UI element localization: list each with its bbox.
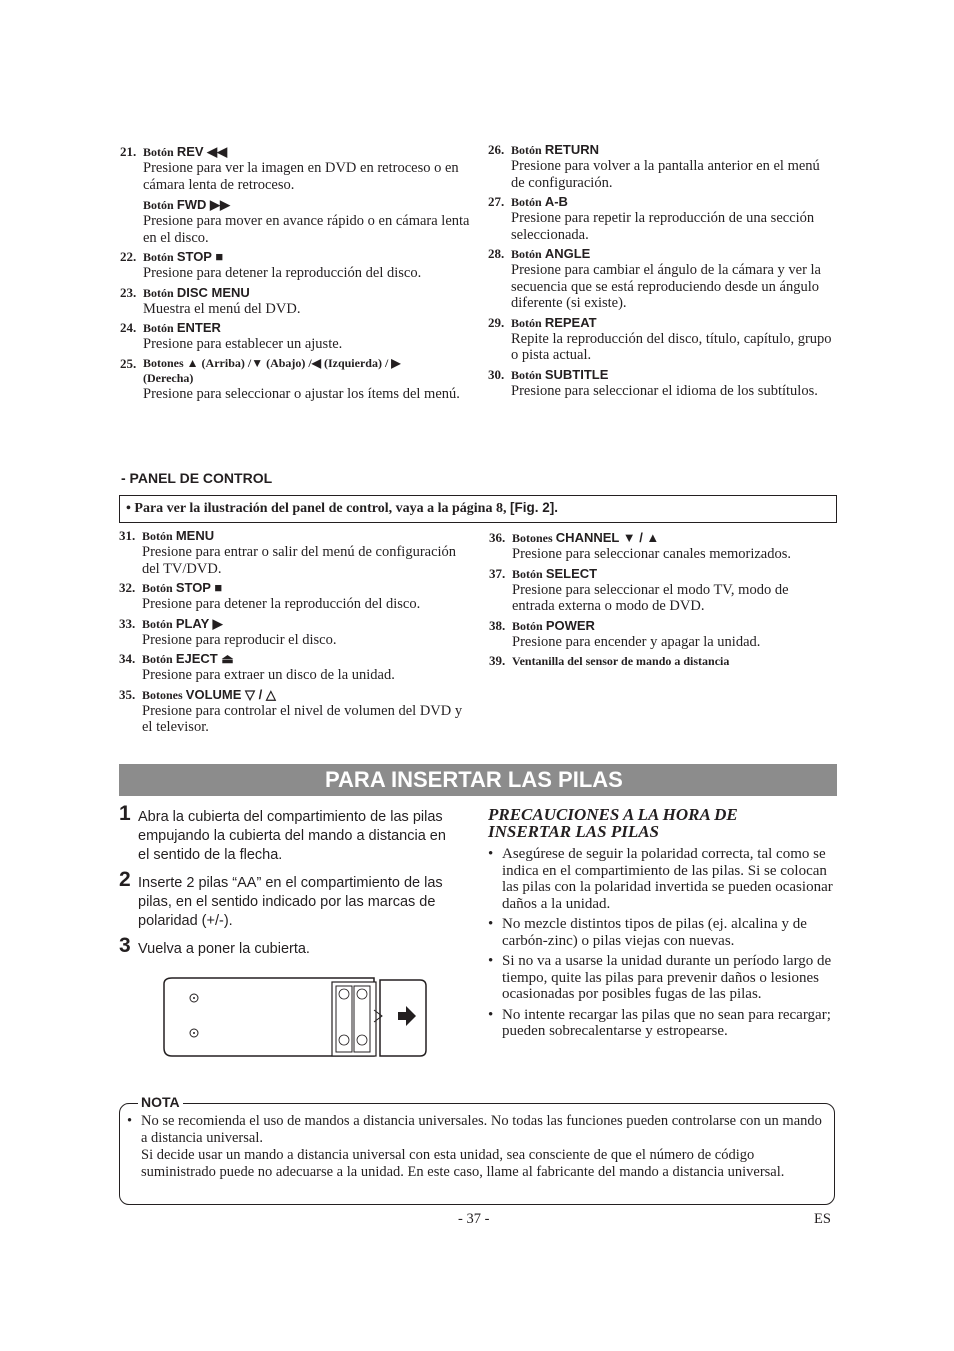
item-prefix: Botón: [511, 315, 542, 330]
item-number: 24.: [120, 320, 137, 335]
item-number: 23.: [120, 284, 137, 300]
item-prefix: Botón: [143, 285, 174, 300]
item-desc: Presione para entrar o salir del menú de configuración del TV/DVD.: [142, 544, 457, 577]
item-key: VOLUME ▽ / △: [185, 686, 276, 702]
item-desc: Presione para seleccionar o ajustar los ítems del menú.: [143, 385, 460, 402]
item-prefix: Botón: [511, 247, 542, 261]
item-prefix: Botón: [512, 566, 543, 581]
item-key: ANGLE: [544, 246, 591, 261]
item-prefix: Botón: [143, 321, 174, 335]
item-30: [488, 367, 833, 400]
precautions: [488, 806, 836, 1044]
item-key: POWER: [545, 617, 595, 633]
item-key: SELECT: [545, 565, 598, 581]
item-prefix: Botón: [143, 145, 174, 159]
nota-label-wrap: [138, 1094, 183, 1112]
item-prefix: Botón: [143, 198, 174, 212]
precaution-item: • No mezcle distintos tipos de pilas (ej. alcalina y de carbón-zinc) o pilas viejas con nuevas.: [488, 916, 836, 949]
step-text: Inserte 2 pilas “AA” en el compartimiento de las pilas, en el sentido indicado por las marcas de polaridad (+/-).: [138, 875, 443, 929]
item-desc: Presione para detener la reproducción del disco.: [143, 265, 422, 281]
item-23: [120, 285, 470, 318]
item-desc: Presione para reproducir el disco.: [142, 631, 337, 648]
item-number: 35.: [119, 686, 136, 702]
item-prefix: Botón: [142, 581, 173, 595]
item-key: EJECT ⏏: [175, 651, 234, 666]
item-key: STOP ■: [175, 580, 223, 595]
item-33: [119, 616, 464, 649]
precaution-item: • Asegúrese de seguir la polaridad correcta, tal como se indica en el compartimiento de las pilas. Si se colocan las pilas con la polaridad invertida se pueden ocasionar daños a la unidad.: [488, 846, 836, 912]
item-25: [120, 356, 470, 403]
item-number: 28.: [488, 246, 505, 261]
step-text: Vuelva a poner la cubierta.: [138, 941, 310, 957]
step-2: [119, 868, 459, 931]
item-prefix: Botón: [142, 529, 173, 543]
item-24: [120, 320, 470, 353]
item-number: 21.: [120, 144, 137, 159]
item-key: CHANNEL ▼ / ▲: [555, 530, 660, 545]
item-26: [488, 142, 833, 191]
item-desc: Presione para seleccionar el modo TV, modo de entrada externa o modo de DVD.: [512, 581, 789, 614]
precautions-title-line2: INSERTAR LAS PILAS: [488, 822, 660, 841]
item-desc: Presione para cambiar el ángulo de la cámara y ver la secuencia que se está reproduciendo desde un ángulo diferente (si existe).: [511, 262, 821, 311]
item-36: [489, 530, 834, 563]
item-number: 25.: [120, 355, 137, 371]
item-34: [119, 651, 464, 684]
panel-heading: - PANEL DE CONTROL: [121, 470, 273, 486]
item-key: STOP ■: [176, 249, 224, 264]
item-38: [489, 618, 834, 651]
item-29: [488, 315, 833, 364]
item-number: 26.: [488, 142, 505, 157]
item-37: [489, 566, 834, 615]
item-desc: Muestra el menú del DVD.: [143, 300, 301, 317]
item-key: FWD ▶▶: [176, 197, 231, 212]
item-prefix: Botones: [142, 687, 183, 702]
precaution-item: • Si no va a usarse la unidad durante un período largo de tiempo, quite las pilas para prevenir daños o lesiones ocasionadas por posibles fugas de las pilas.: [488, 953, 836, 1003]
item-prefix: Botón: [142, 616, 173, 631]
item-number: 32.: [119, 580, 136, 595]
item-desc: Presione para volver a la pantalla anterior en el menú de configuración.: [511, 158, 820, 191]
item-key: MENU: [175, 528, 215, 543]
item-27: [488, 194, 833, 243]
item-desc: Repite la reproducción del disco, título, capítulo, grupo o pista actual.: [511, 330, 832, 363]
item-number: 36.: [489, 530, 506, 545]
section-banner: PARA INSERTAR LAS PILAS: [119, 764, 837, 796]
remote-battery-illustration: [160, 972, 430, 1062]
item-prefix: Botones: [512, 531, 553, 545]
nota-paragraph-2: Si decide usar un mando a distancia universal con esta unidad, sea consciente de que el número de código suministrado puede no adecuarse a la unidad. En este caso, llame al fabricante del mando a distancia universal.: [141, 1147, 785, 1180]
nota-bullet: •: [127, 1113, 133, 1129]
precautions-title-line1: PRECAUCIONES A LA HORA DE: [488, 805, 738, 824]
step-number: 2: [119, 868, 131, 891]
step-number: 3: [119, 934, 131, 957]
item-prefix: Botón: [511, 367, 542, 382]
item-number: 27.: [488, 194, 505, 209]
item-key: REPEAT: [544, 314, 597, 330]
item-number: 33.: [119, 615, 136, 631]
step-3: [119, 934, 459, 959]
item-22: [120, 249, 470, 282]
item-desc: Presione para establecer un ajuste.: [143, 336, 343, 352]
item-prefix: Botón: [512, 618, 543, 633]
item-number: 38.: [489, 617, 506, 633]
item-number: 39.: [489, 653, 506, 668]
item-number: 30.: [488, 366, 505, 382]
item-31: [119, 528, 464, 577]
column-c: [119, 528, 464, 739]
item-desc: Presione para ver la imagen en DVD en retroceso o en cámara lenta de retroceso.: [143, 160, 459, 193]
item-desc: Presione para mover en avance rápido o en cámara lenta en el disco.: [143, 213, 470, 246]
item-number: 22.: [120, 249, 137, 264]
panel-note-box: [119, 495, 837, 523]
page-number: - 37 -: [458, 1211, 490, 1227]
language-code: ES: [814, 1211, 831, 1227]
item-39: [489, 653, 834, 669]
item-number: 31.: [119, 528, 136, 543]
item-21-fwd: [120, 197, 470, 246]
panel-note: • Para ver la ilustración del panel de control, vaya a la página 8,: [126, 501, 507, 516]
item-prefix: Botones ▲ (Arriba) /▼ (Abajo) /◀ (Izquierda) / ▶ (Derecha): [143, 355, 401, 385]
item-desc: Presione para detener la reproducción del disco.: [142, 596, 421, 612]
item-key: ENTER: [176, 320, 221, 335]
item-desc: Presione para controlar el nivel de volumen del DVD y el televisor.: [142, 702, 463, 735]
item-prefix: Botón: [142, 652, 173, 666]
item-key: SUBTITLE: [544, 366, 609, 382]
item-desc: Presione para seleccionar el idioma de los subtítulos.: [511, 382, 818, 399]
item-number: 29.: [488, 314, 505, 330]
item-key: PLAY ▶: [175, 615, 223, 631]
item-desc: Presione para repetir la reproducción de una sección seleccionada.: [511, 210, 815, 243]
item-prefix: Botón: [511, 143, 542, 157]
item-desc: Presione para seleccionar canales memorizados.: [512, 546, 791, 562]
item-prefix: Ventanilla del sensor de mando a distancia: [512, 654, 730, 668]
step-number: 1: [119, 802, 131, 825]
column-b: [488, 142, 833, 402]
nota-paragraph-1: No se recomienda el uso de mandos a distancia universales. No todas las funciones pueden controlarse con un mando a distancia universal.: [141, 1113, 822, 1146]
item-desc: Presione para encender y apagar la unidad.: [512, 633, 761, 650]
item-28: [488, 246, 833, 312]
item-key: REV ◀◀: [176, 144, 228, 159]
steps-list: [119, 802, 459, 959]
step-1: [119, 802, 459, 865]
item-desc: Presione para extraer un disco de la unidad.: [142, 667, 395, 683]
item-key: A-B: [544, 194, 568, 209]
nota-label: NOTA: [141, 1094, 180, 1110]
column-a: [120, 144, 470, 405]
item-key: RETURN: [544, 142, 599, 157]
item-key: DISC MENU: [176, 284, 250, 300]
panel-note-fig: [Fig. 2].: [509, 500, 558, 515]
step-text: Abra la cubierta del compartimiento de las pilas empujando la cubierta del mando a distancia en el sentido de la flecha.: [138, 809, 446, 863]
item-prefix: Botón: [511, 195, 542, 209]
precaution-item: • No intente recargar las pilas que no sean para recargar; pueden sobrecalentarse y estropearse.: [488, 1007, 836, 1040]
item-number: 34.: [119, 651, 136, 666]
item-21: [120, 144, 470, 193]
item-35: [119, 687, 464, 736]
nota-content: [127, 1113, 827, 1181]
item-prefix: Botón: [143, 250, 174, 264]
item-number: 37.: [489, 565, 506, 581]
item-32: [119, 580, 464, 613]
column-d: [489, 530, 834, 672]
